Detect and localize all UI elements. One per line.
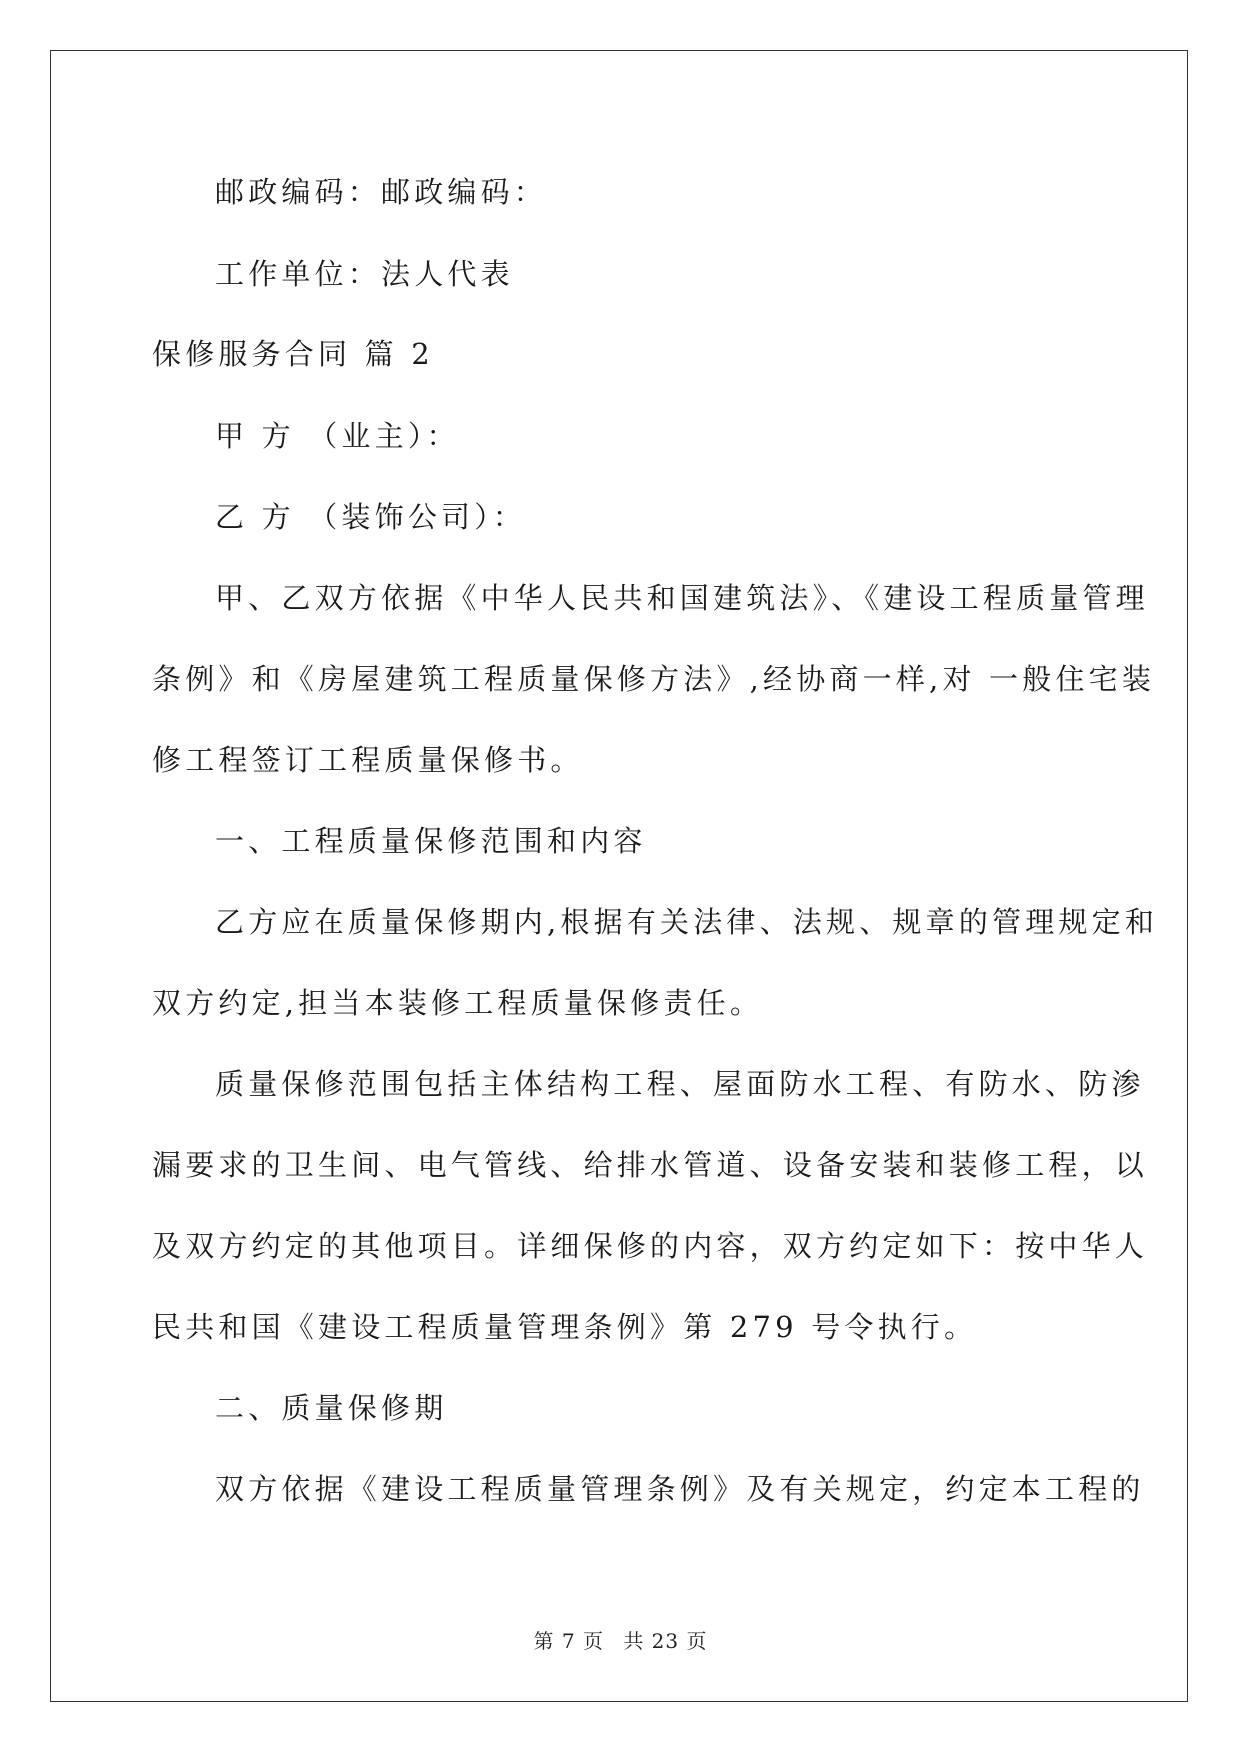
paragraph-line: 甲、乙双方依据《中华人民共和国建筑法》、《建设工程质量管理 <box>215 581 1149 615</box>
party-b-line: 乙 方 （装饰公司）： <box>215 500 527 534</box>
page-footer <box>0 1625 1241 1654</box>
party-a-line: 甲 方 （业主）： <box>215 419 460 453</box>
page-border <box>50 50 1188 1702</box>
clause-heading-1: 一、工程质量保修范围和内容 <box>215 824 647 858</box>
paragraph-line: 及双方约定的其他项目。详细保修的内容，双方约定如下：按中华人 <box>152 1229 1149 1263</box>
postal-code-line: 邮政编码：邮政编码： <box>215 175 548 209</box>
paragraph-line: 条例》和《房屋建筑工程质量保修方法》,经协商一样,对 一般住宅装 <box>152 662 1156 696</box>
clause-heading-2: 二、质量保修期 <box>215 1391 448 1425</box>
work-unit-line: 工作单位：法人代表 <box>215 257 514 291</box>
section-heading: 保修服务合同 篇 2 <box>152 337 434 371</box>
paragraph-line: 漏要求的卫生间、电气管线、给排水管道、设备安装和装修工程，以 <box>152 1148 1149 1182</box>
paragraph-line: 民共和国《建设工程质量管理条例》第 279 号令执行。 <box>152 1310 978 1344</box>
paragraph-line: 双方依据《建设工程质量管理条例》及有关规定，约定本工程的 <box>215 1472 1145 1506</box>
paragraph-line: 修工程签订工程质量保修书。 <box>152 743 584 777</box>
paragraph-line: 双方约定,担当本装修工程质量保修责任。 <box>152 986 764 1020</box>
paragraph-line: 乙方应在质量保修期内,根据有关法律、法规、规章的管理规定和 <box>215 905 1159 939</box>
page-total: 共 23 页 <box>623 1629 708 1653</box>
page-number: 第 7 页 <box>533 1629 604 1653</box>
paragraph-line: 质量保修范围包括主体结构工程、屋面防水工程、有防水、防渗 <box>215 1067 1145 1101</box>
